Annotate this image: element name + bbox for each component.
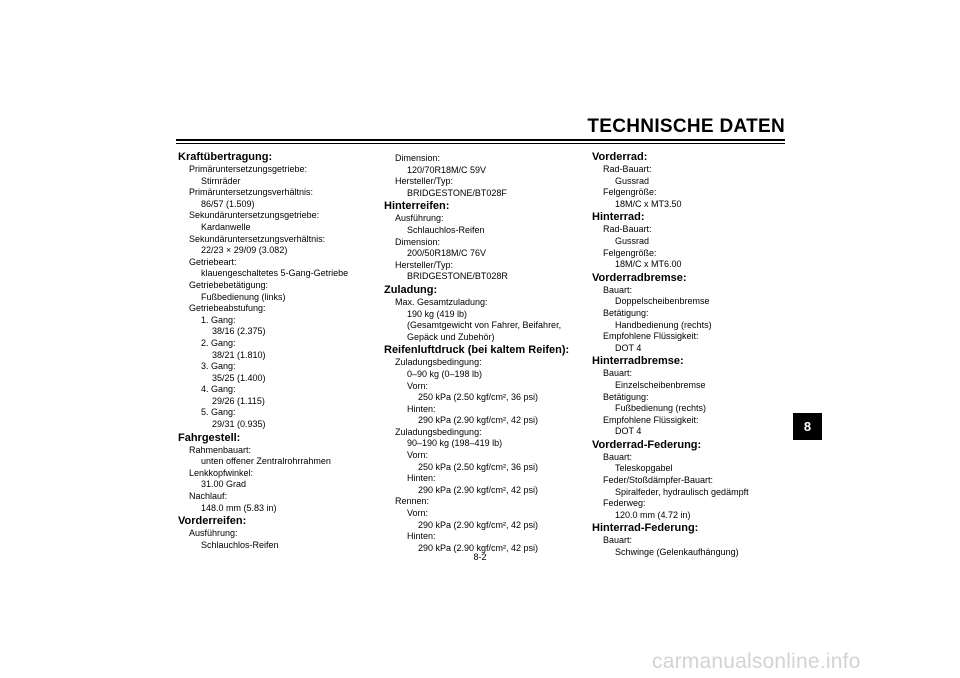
spec-label: Rennen:: [395, 496, 430, 507]
spec-value: Schwinge (Gelenkaufhängung): [615, 547, 739, 558]
spec-label: Betätigung:: [603, 391, 649, 402]
spec-label: Max. Gesamtzuladung:: [395, 296, 488, 307]
spec-value: 250 kPa (2.50 kgf/cm², 36 psi): [418, 461, 539, 472]
section-heading: Kraftübertragung:: [178, 151, 273, 163]
section-heading: Vorderradbremse:: [592, 271, 687, 284]
spec-value: Schlauchlos-Reifen: [201, 539, 279, 550]
spec-value: 90–190 kg (198–419 lb): [407, 438, 503, 449]
spec-label: Feder/Stoßdämpfer-Bauart:: [603, 475, 714, 486]
spec-label: Primäruntersetzungsverhältnis:: [189, 187, 314, 198]
spec-value: 86/57 (1.509): [201, 198, 255, 209]
spec-value: 18M/C x MT6.00: [615, 259, 682, 270]
spec-value: klauengeschaltetes 5-Gang-Getriebe: [201, 268, 349, 279]
spec-value: 190 kg (419 lb): [407, 308, 468, 319]
spec-value: 120/70R18M/C 59V: [407, 164, 487, 175]
page-number: 8-2: [473, 552, 487, 562]
page-title: TECHNISCHE DATEN: [587, 116, 785, 137]
spec-value: Kardanwelle: [201, 221, 251, 232]
spec-value: 38/16 (2.375): [212, 326, 266, 337]
spec-label: Bauart:: [603, 284, 633, 295]
spec-label: Rad-Bauart:: [603, 164, 652, 174]
spec-value: Fußbedienung (rechts): [615, 403, 707, 414]
section-heading: Hinterrad:: [592, 211, 645, 224]
spec-label: Rahmenbauart:: [189, 444, 252, 455]
spec-column-1: [178, 150, 348, 551]
spec-value: 29/31 (0.935): [212, 419, 266, 430]
spec-label: Felgengröße:: [603, 187, 657, 198]
spec-value: Stirnräder: [201, 175, 241, 186]
spec-label: Zuladungsbedingung:: [395, 426, 482, 437]
watermark: carmanualsonline.info: [652, 650, 861, 673]
title-rule-thick: [176, 139, 785, 141]
spec-value: DOT 4: [615, 426, 642, 437]
section-heading: Hinterrad-Federung:: [592, 522, 699, 535]
spec-value: 290 kPa (2.90 kgf/cm², 42 psi): [418, 484, 539, 495]
spec-label: Ausführung:: [395, 213, 444, 224]
spec-value: 35/25 (1.400): [212, 372, 266, 383]
spec-value: 5. Gang:: [201, 407, 236, 418]
spec-value: 38/21 (1.810): [212, 349, 266, 360]
spec-value: Doppelscheibenbremse: [615, 296, 710, 307]
section-heading: Zuladung:: [384, 283, 438, 296]
spec-value: 4. Gang:: [201, 384, 236, 395]
spec-label: Betätigung:: [603, 307, 649, 318]
spec-value: 22/23 × 29/09 (3.082): [201, 245, 288, 256]
spec-value: Vorn:: [407, 450, 429, 461]
spec-label: Sekundäruntersetzungsgetriebe:: [189, 210, 320, 221]
spec-value: Vorn:: [407, 380, 429, 391]
section-heading: Fahrgestell:: [178, 431, 241, 444]
spec-value: 148.0 mm (5.83 in): [201, 502, 277, 513]
spec-label: Hersteller/Typ:: [395, 176, 454, 187]
spec-label: Felgengröße:: [603, 247, 657, 258]
spec-value: BRIDGESTONE/BT028F: [407, 187, 507, 198]
spec-label: Bauart:: [603, 451, 633, 462]
spec-label: Sekundäruntersetzungsverhältnis:: [189, 233, 326, 244]
spec-value: Teleskopgabel: [615, 463, 673, 474]
spec-value: Gepäck und Zubehör): [407, 331, 495, 342]
spec-value: Handbedienung (rechts): [615, 319, 712, 330]
spec-value: Vorn:: [407, 508, 429, 519]
spec-value: 290 kPa (2.90 kgf/cm², 42 psi): [418, 542, 539, 553]
spec-label: Rad-Bauart:: [603, 224, 652, 235]
section-heading: Vorderrad-Federung:: [592, 438, 702, 451]
spec-label: Getriebebetätigung:: [189, 279, 269, 290]
section-heading: Hinterradbremse:: [592, 355, 684, 368]
spec-column-3: [592, 150, 749, 559]
spec-value: 0–90 kg (0–198 lb): [407, 368, 483, 379]
spec-value: Hinten:: [407, 473, 436, 484]
section-heading: Reifenluftdruck (bei kaltem Reifen):: [384, 344, 570, 357]
section-heading: Vorderrad:: [592, 151, 648, 163]
spec-column-2: [384, 153, 569, 554]
spec-label: Ausführung:: [189, 528, 238, 539]
spec-value: Einzelscheibenbremse: [615, 379, 706, 390]
spec-label: Zuladungsbedingung:: [395, 357, 482, 368]
spec-label: Empfohlene Flüssigkeit:: [603, 414, 699, 425]
spec-value: 290 kPa (2.90 kgf/cm², 42 psi): [418, 519, 539, 530]
spec-value: Hinten:: [407, 531, 436, 542]
spec-label: Federweg:: [603, 498, 646, 509]
spec-value: 2. Gang:: [201, 337, 236, 348]
spec-label: Dimension:: [395, 153, 441, 163]
spec-value: Fußbedienung (links): [201, 291, 286, 302]
spec-label: Lenkkopfwinkel:: [189, 467, 254, 478]
spec-label: Bauart:: [603, 368, 633, 379]
spec-value: unten offener Zentralrohrrahmen: [201, 456, 331, 467]
spec-value: 29/26 (1.115): [212, 395, 265, 406]
spec-label: Hersteller/Typ:: [395, 259, 454, 270]
spec-label: Primäruntersetzungsgetriebe:: [189, 164, 308, 174]
spec-label: Nachlauf:: [189, 491, 228, 502]
spec-value: Gussrad: [615, 175, 650, 186]
section-heading: Hinterreifen:: [384, 200, 450, 213]
spec-value: DOT 4: [615, 342, 642, 353]
spec-label: Empfohlene Flüssigkeit:: [603, 331, 699, 342]
spec-value: Gussrad: [615, 235, 650, 246]
spec-value: BRIDGESTONE/BT028R: [407, 271, 508, 282]
spec-label: Bauart:: [603, 535, 633, 546]
spec-value: 250 kPa (2.50 kgf/cm², 36 psi): [418, 392, 539, 403]
spec-value: 290 kPa (2.90 kgf/cm², 42 psi): [418, 415, 539, 426]
spec-value: Hinten:: [407, 403, 436, 414]
spec-value: 1. Gang:: [201, 314, 236, 325]
spec-label: Getriebeart:: [189, 256, 237, 267]
spec-value: 120.0 mm (4.72 in): [615, 509, 691, 520]
spec-label: Getriebeabstufung:: [189, 303, 266, 314]
spec-label: Dimension:: [395, 236, 441, 247]
section-heading: Vorderreifen:: [178, 515, 247, 528]
title-rule-thin: [176, 143, 785, 144]
spec-value: 18M/C x MT3.50: [615, 198, 682, 209]
spec-value: 200/50R18M/C 76V: [407, 248, 487, 259]
spec-value: Spiralfeder, hydraulisch gedämpft: [615, 486, 749, 497]
spec-value: (Gesamtgewicht von Fahrer, Beifahrer,: [407, 320, 562, 331]
spec-value: 3. Gang:: [201, 361, 236, 372]
chapter-tab: 8: [793, 413, 822, 440]
spec-value: 31.00 Grad: [201, 479, 247, 490]
spec-value: Schlauchlos-Reifen: [407, 224, 485, 235]
